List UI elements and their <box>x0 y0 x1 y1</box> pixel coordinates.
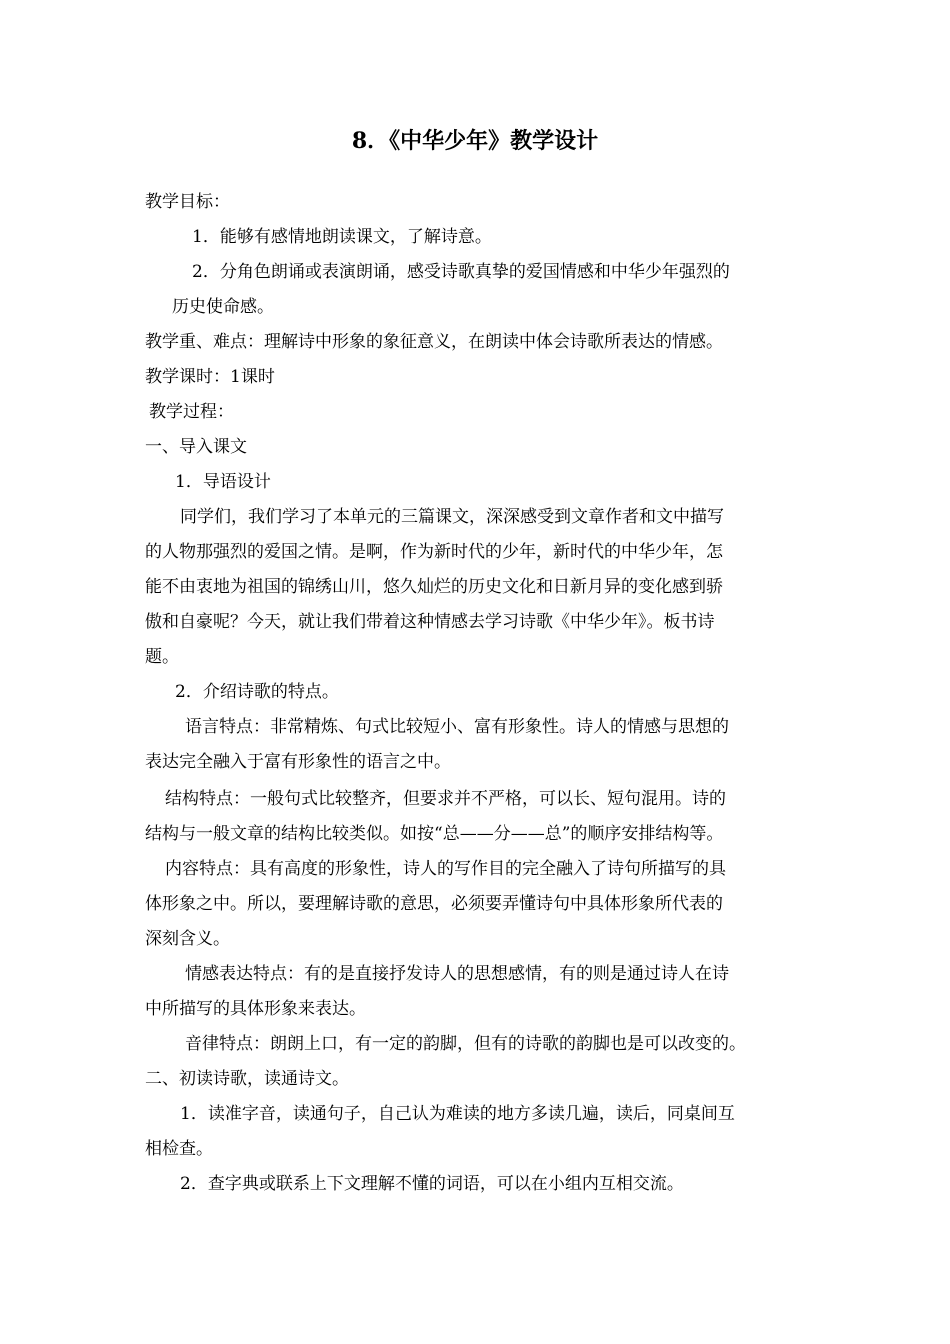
subheading-1-1: 1．导语设计 <box>175 472 271 492</box>
language-feature-line-1: 语言特点：非常精炼、句式比较短小、富有形象性。诗人的情感与思想的 <box>185 717 729 737</box>
part-heading-2: 二、初读诗歌，读通诗文。 <box>145 1069 349 1089</box>
content-feature-line-2: 体形象之中。所以，要理解诗歌的意思，必须要弄懂诗句中具体形象所代表的 <box>145 894 723 914</box>
key-difficult-points: 教学重、难点：理解诗中形象的象征意义，在朗读中体会诗歌所表达的情感。 <box>145 332 723 352</box>
emotion-feature-line-1: 情感表达特点：有的是直接抒发诗人的思想感情，有的则是通过诗人在诗 <box>185 964 729 984</box>
objective-item-1: 1．能够有感情地朗读课文，了解诗意。 <box>192 227 492 247</box>
structure-feature-line-1: 结构特点：一般句式比较整齐，但要求并不严格，可以长、短句混用。诗的 <box>165 789 726 809</box>
reading-step-2: 2．查字典或联系上下文理解不懂的词语，可以在小组内互相交流。 <box>180 1174 684 1194</box>
paragraph-intro-line-4: 傲和自豪呢？今天，就让我们带着这种情感去学习诗歌《中华少年》。板书诗 <box>145 612 715 632</box>
reading-step-1-line-1: 1．读准字音，读通句子，自己认为难读的地方多读几遍，读后，同桌间互 <box>180 1104 735 1124</box>
structure-feature-line-2: 结构与一般文章的结构比较类似。如按“总——分——总”的顺序安排结构等。 <box>145 824 724 844</box>
content-feature-line-1: 内容特点：具有高度的形象性，诗人的写作目的完全融入了诗句所描写的具 <box>165 859 726 879</box>
part-heading-1: 一、导入课文 <box>145 437 247 457</box>
objective-item-2: 2．分角色朗诵或表演朗诵，感受诗歌真挚的爱国情感和中华少年强烈的 <box>192 262 730 282</box>
reading-step-1-line-2: 相检查。 <box>145 1139 213 1159</box>
content-feature-line-3: 深刻含义。 <box>145 929 230 949</box>
section-heading-objectives: 教学目标： <box>145 192 230 212</box>
section-heading-process: 教学过程： <box>149 402 234 422</box>
paragraph-intro-line-2: 的人物那强烈的爱国之情。是啊，作为新时代的少年，新时代的中华少年，怎 <box>145 542 723 562</box>
language-feature-line-2: 表达完全融入于富有形象性的语言之中。 <box>145 752 451 772</box>
document-title: 8．《中华少年》教学设计 <box>351 128 599 154</box>
paragraph-intro-line-3: 能不由衷地为祖国的锦绣山川，悠久灿烂的历史文化和日新月异的变化感到骄 <box>145 577 723 597</box>
rhythm-feature: 音律特点：朗朗上口，有一定的韵脚，但有的诗歌的韵脚也是可以改变的。 <box>185 1034 746 1054</box>
paragraph-intro-line-5: 题。 <box>145 647 179 667</box>
emotion-feature-line-2: 中所描写的具体形象来表达。 <box>145 999 366 1019</box>
subheading-1-2: 2．介绍诗歌的特点。 <box>175 682 339 702</box>
objective-item-2-continued: 历史使命感。 <box>172 297 274 317</box>
class-hours: 教学课时：1课时 <box>145 367 275 387</box>
paragraph-intro-line-1: 同学们，我们学习了本单元的三篇课文，深深感受到文章作者和文中描写 <box>180 507 724 527</box>
